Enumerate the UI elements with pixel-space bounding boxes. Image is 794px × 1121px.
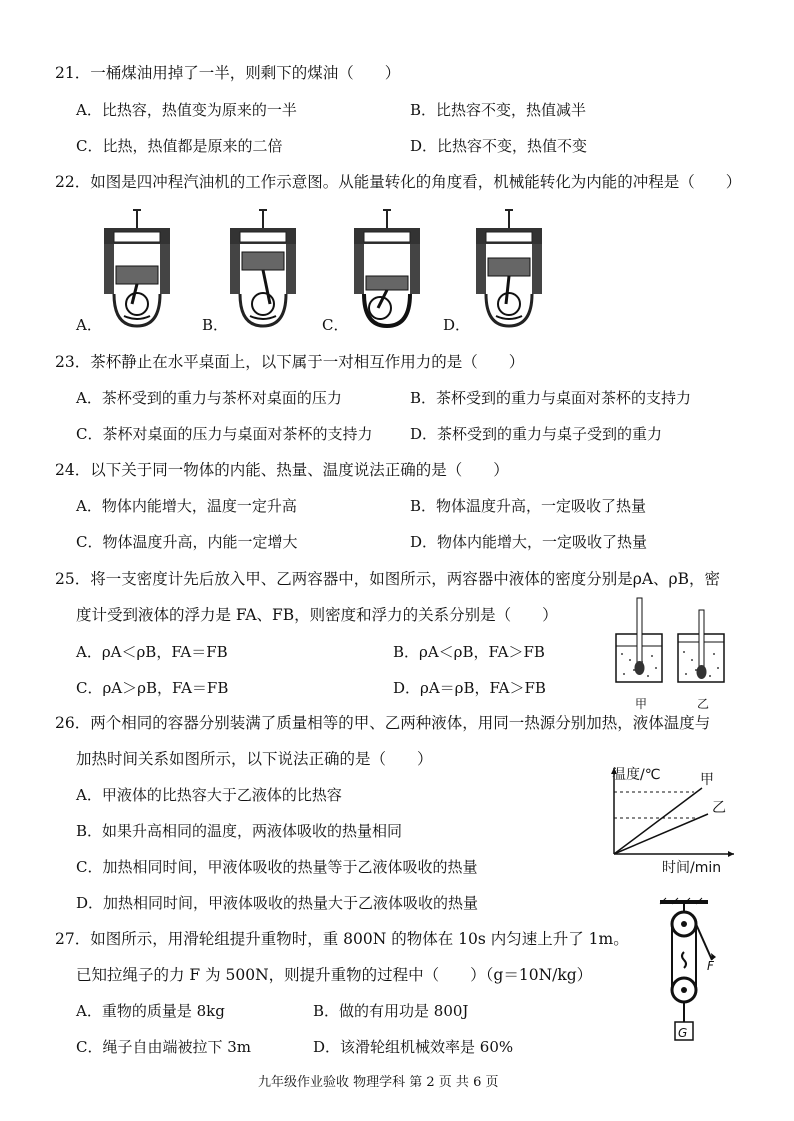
q25-option-c[interactable]: C．ρA＞ρB，FA＝FB	[76, 679, 229, 697]
q25-stem-line1: 25．将一支密度计先后放入甲、乙两容器中，如图所示，两容器中液体的密度分别是ρA、ρB，密	[55, 570, 721, 588]
q27-option-b[interactable]: B．做的有用功是 800J	[313, 1002, 469, 1020]
q21-stem: 21．一桶煤油用掉了一半，则剩下的煤油（ ）	[55, 64, 401, 82]
q21-option-a[interactable]: A．比热容，热值变为原来的一半	[76, 101, 297, 119]
engine-figure-d	[472, 208, 546, 333]
q24-option-c[interactable]: C．物体温度升高，内能一定增大	[76, 533, 298, 551]
q26-stem-line1: 26．两个相同的容器分别装满了质量相等的甲、乙两种液体，用同一热源分别加热，液体温度与	[55, 714, 711, 732]
q23-option-c[interactable]: C．茶杯对桌面的压力与桌面对茶杯的支持力	[76, 425, 373, 443]
page-footer: 九年级作业验收 物理学科 第 2 页 共 6 页	[258, 1075, 499, 1090]
q22-option-c[interactable]: C．	[322, 316, 349, 334]
q23-option-d[interactable]: D．茶杯受到的重力与桌子受到的重力	[410, 425, 663, 443]
graph-x-label: 时间/min	[662, 860, 722, 876]
q25-option-b[interactable]: B．ρA＜ρB，FA＞FB	[393, 643, 545, 661]
pulley-system-figure	[652, 898, 732, 1048]
q25-option-a[interactable]: A．ρA＜ρB，FA＝FB	[76, 643, 228, 661]
q27-stem-line2: 已知拉绳子的力 F 为 500N，则提升重物的过程中（ ）（g＝10N/kg）	[76, 966, 593, 984]
q21-option-d[interactable]: D．比热容不变，热值不变	[410, 137, 588, 155]
q27-option-a[interactable]: A．重物的质量是 8kg	[76, 1002, 225, 1020]
q25-stem-line2: 度计受到液体的浮力是 FA、FB，则密度和浮力的关系分别是（ ）	[76, 606, 558, 624]
q23-stem: 23．茶杯静止在水平桌面上，以下属于一对相互作用力的是（ ）	[55, 353, 525, 371]
q23-option-a[interactable]: A．茶杯受到的重力与茶杯对桌面的压力	[76, 389, 342, 407]
pulley-force-label: F	[707, 959, 714, 973]
q21-option-c[interactable]: C．比热，热值都是原来的二倍	[76, 137, 283, 155]
q26-option-c[interactable]: C．加热相同时间，甲液体吸收的热量等于乙液体吸收的热量	[76, 858, 478, 876]
beaker-label-b: 乙	[697, 697, 710, 711]
q23-option-b[interactable]: B．茶杯受到的重力与桌面对茶杯的支持力	[410, 389, 692, 407]
q26-stem-line2: 加热时间关系如图所示，以下说法正确的是（ ）	[76, 750, 433, 768]
q22-option-b[interactable]: B．	[202, 316, 229, 334]
engine-figure-c	[350, 208, 424, 333]
q24-option-b[interactable]: B．物体温度升高，一定吸收了热量	[410, 497, 647, 515]
engine-figure-a	[100, 208, 174, 333]
q26-option-a[interactable]: A．甲液体的比热容大于乙液体的比热容	[76, 786, 342, 804]
q22-option-a[interactable]: A．	[76, 316, 102, 334]
q26-option-d[interactable]: D．加热相同时间，甲液体吸收的热量大于乙液体吸收的热量	[76, 894, 479, 912]
q24-stem: 24．以下关于同一物体的内能、热量、温度说法正确的是（ ）	[55, 461, 509, 479]
pulley-weight-label: G	[678, 1026, 688, 1040]
graph-y-label: 温度/℃	[612, 767, 661, 783]
density-meter-figure	[612, 594, 732, 700]
q21-option-b[interactable]: B．比热容不变，热值减半	[410, 101, 587, 119]
q24-option-d[interactable]: D．物体内能增大，一定吸收了热量	[410, 533, 648, 551]
q26-option-b[interactable]: B．如果升高相同的温度，两液体吸收的热量相同	[76, 822, 403, 840]
engine-figure-b	[226, 208, 300, 333]
q22-option-d[interactable]: D．	[443, 316, 471, 334]
beaker-label-a: 甲	[635, 697, 648, 711]
q24-option-a[interactable]: A．物体内能增大，温度一定升高	[76, 497, 297, 515]
q27-option-d[interactable]: D．该滑轮组机械效率是 60%	[313, 1038, 514, 1056]
graph-series-b: 乙	[712, 800, 726, 816]
q22-stem: 22．如图是四冲程汽油机的工作示意图。从能量转化的角度看，机械能转化为内能的冲程是（ ）	[55, 173, 742, 191]
q27-stem-line1: 27．如图所示，用滑轮组提升重物时，重 800N 的物体在 10s 内匀速上升了 1m。	[55, 930, 629, 948]
graph-series-a: 甲	[700, 772, 714, 788]
q25-option-d[interactable]: D．ρA＝ρB，FA＞FB	[393, 679, 546, 697]
q27-option-c[interactable]: C．绳子自由端被拉下 3m	[76, 1038, 252, 1056]
